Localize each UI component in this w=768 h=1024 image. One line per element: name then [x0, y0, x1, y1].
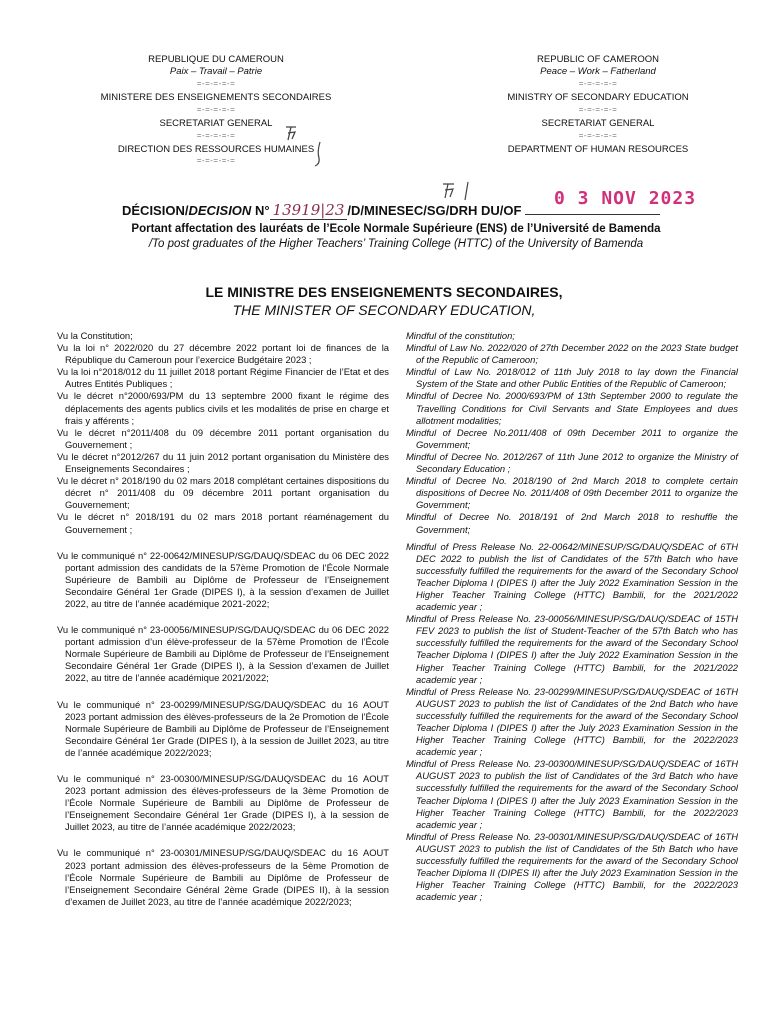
minister-en: THE MINISTER OF SECONDARY EDUCATION, — [232, 301, 536, 318]
motto-en: Peace – Work – Fatherland — [540, 65, 656, 77]
separator: =-=-=-=-= — [578, 104, 618, 114]
visa-en: Mindful of Law No. 2018/012 of 11th July 2018 to lay down the Financial System of the State and other Public Entities of the Republic of Cameroon; — [406, 366, 738, 390]
country-fr: REPUBLIQUE DU CAMEROUN — [148, 54, 284, 65]
visa-en: Mindful of Decree No. 2018/191 of 2nd March 2018 to reshuffle the Government; — [406, 511, 738, 535]
visa-fr: Vu le décret n° 2018/190 du 02 mars 2018 complétant certaines dispositions du décret n° 2011/408 du 09 décembre 2011 portant organisation du Gouvernement; — [57, 475, 389, 511]
visa-fr: Vu la loi n° 2022/020 du 27 décembre 2022 portant loi de finances de la République du Cameroun pour l’exercice Budgétaire 2023 ; — [57, 342, 389, 366]
separator: =-=-=-=-= — [196, 104, 236, 114]
separator: =-=-=-=-= — [196, 130, 236, 140]
minister-fr: LE MINISTRE DES ENSEIGNEMENTS SECONDAIRES, — [205, 284, 563, 300]
ministry-en: MINISTRY OF SECONDARY EDUCATION — [507, 91, 689, 103]
date-stamp: 0 3 NOV 2023 — [554, 188, 697, 209]
header-left — [86, 54, 346, 167]
visa-en: Mindful of Press Release No. 23-00056/MINESUP/SG/DAUQ/SDEAC of 15TH FEV 2023 to publish the list of Student-Teacher of the 57th Batch who has successfully fulfilled the requirements for the award of the Secondary School Teacher Diploma I (DIPES I) after the July 2022 Examination Session in the Higher Teacher Training College (HTTC) Bambili, for the 2021/2022 academic year ; — [406, 613, 738, 685]
visa-fr: Vu la Constitution; — [57, 330, 133, 341]
visa-fr: Vu le décret n°2000/693/PM du 13 septembre 2000 fixant le régime des déplacements des agents publics civils et les modalités de prise en charge et frais y afférents ; — [57, 390, 389, 426]
visa-en: Mindful of Decree No. 2000/693/PM of 13th September 2000 to regulate the Travelling Conditions for Civil Servants and State Employees and dues allotment modalities; — [406, 390, 738, 426]
visa-en: Mindful of Press Release No. 23-00301/MINESUP/SG/DAUQ/SDEAC of 16TH AUGUST 2023 to publish the list of Candidates of the 5th Batch who have successfully fulfilled the requirements for the award of the Secondary School Teacher Diploma II (DIPES II) after the July 2023 Examination Session in the Higher Teacher Training College (HTTC) Bambili, for the 2022/2023 academic year ; — [406, 830, 738, 903]
handwritten-initials-mark — [282, 124, 302, 144]
visa-en: Mindful of Press Release No. 23-00300/MINESUP/SG/DAUQ/SDEAC of 16TH AUGUST 2023 to publish the list of Candidates of the 3rd Batch who have successfully fulfilled the requirements for the award of the Secondary School Teacher Diploma I (DIPES I) after the July 2023 Examination Session in the Higher Teacher Training College (HTTC) Bambili, for the 2022/2023 academic year ; — [406, 758, 738, 830]
department-en: DEPARTMENT OF HUMAN RESOURCES — [507, 143, 689, 155]
separator: =-=-=-=-= — [196, 156, 236, 166]
decision-reference: /D/MINESEC/SG/DRH DU/OF — [347, 203, 522, 218]
header-right — [468, 54, 728, 155]
separator: =-=-=-=-= — [578, 130, 618, 140]
decision-number-prefix: N° — [254, 203, 270, 218]
visa-en: Mindful of Decree No.2011/408 of 09th December 2011 to organize the Government; — [406, 426, 738, 450]
visa-en: Mindful of the constitution; — [406, 330, 515, 341]
visas-en-column — [406, 330, 738, 903]
visa-en: Mindful of Press Release No. 22-00642/MINESUP/SG/DAUQ/SDEAC of 6TH DEC 2022 to publish the list of Candidates of the 57th Batch who have successfully fulfilled the requirements for the award of the Secondary School Teacher Diploma I (DIPES I) after the July 2022 Examination Session in the Higher Teacher Training College (HTTC) Bambili, for the 2021/2022 academic year ; — [406, 540, 738, 613]
visa-fr: Vu le communiqué n° 22-00642/MINESUP/SG/DAUQ/SDEAC du 06 DEC 2022 portant admission des candidats de la 57ème Promotion de l’École Normale Supérieure de Bambili au Diplôme de Professeur de l’Enseignement Secondaire Général 1er Grade (DIPES I), à la session d’examen de Juillet 2022, au titre de l’année académique 2021-2022; — [57, 549, 389, 609]
secretariat-fr: SECRETARIAT GENERAL — [159, 117, 273, 129]
direction-fr: DIRECTION DES RESSOURCES HUMAINES — [117, 143, 315, 155]
visa-fr: Vu le communiqué n° 23-00299/MINESUP/SG/DAUQ/SDEAC du 16 AOUT 2023 portant admission des élèves-professeurs de la 2e Promotion de l’École Normale Supérieure de Bambili au Diplôme de Professeur de l’Enseignement Secondaire Général 1er Grade (DIPES I), à la session de Juillet 2023, au titre de l’année académique 2022/2023; — [57, 698, 389, 758]
decision-label-fr: DÉCISION/ — [122, 203, 189, 218]
visa-en: Mindful of Law No. 2022/020 of 27th December 2022 on the 2023 State budget of the Republic of Cameroon; — [406, 342, 738, 366]
visas-fr-column — [57, 330, 389, 908]
visa-fr: Vu le décret n°2011/408 du 09 décembre 2011 portant organisation du Gouvernement ; — [57, 426, 389, 450]
secretariat-en: SECRETARIAT GENERAL — [541, 117, 655, 129]
visa-fr: Vu le communiqué n° 23-00301/MINESUP/SG/DAUQ/SDEAC du 16 AOUT 2023 portant admission des élèves-professeurs de la 5ème Promotion de l’École Normale Supérieure de Bambili au Diplôme de Professeur de l’Enseignement Secondaire Général 2ème Grade (DIPES II), à la session d’examen de Juillet 2023, au titre de l’année académique 2022/2023; — [57, 847, 389, 907]
country-en: REPUBLIC OF CAMEROON — [537, 54, 659, 65]
visa-en: Mindful of Press Release No. 23-00299/MINESUP/SG/DAUQ/SDEAC of 16TH AUGUST 2023 to publish the list of Candidates of the 2nd Batch who have successfully fulfilled the requirements for the award of the Secondary School Teacher Diploma I (DIPES I) after the July 2023 Examination Session in the Higher Teacher Training College (HTTC) Bambili, for the 2022/2023 academic year ; — [406, 685, 738, 758]
decision-subject — [116, 222, 676, 252]
subject-fr: Portant affectation des lauréats de l’Ecole Normale Supérieure (ENS) de l’Université de Bamenda — [131, 223, 661, 235]
visa-en: Mindful of Decree No. 2018/190 of 2nd March 2018 to complete certain dispositions of Decree No. 2011/408 of 09th December 2011 to organize the Government; — [406, 475, 738, 511]
decision-number: 13919|23 — [270, 201, 348, 220]
ministry-fr: MINISTERE DES ENSEIGNEMENTS SECONDAIRES — [100, 91, 332, 103]
separator: =-=-=-=-= — [578, 78, 618, 88]
decision-label-en: DECISION — [188, 203, 252, 218]
separator: =-=-=-=-= — [196, 78, 236, 88]
visa-fr: Vu le communiqué n° 23-00056/MINESUP/SG/DAUQ/SDEAC du 06 DEC 2022 portant admission d’un élève-professeur de la 57ème Promotion de l’École Normale Supérieure de Bambili au Diplôme de Professeur de l’Enseignement Secondaire Général 1er Grade (DIPES I), à la Session d’examen de Juillet 2022, au titre de l’année académique 2021/2022; — [57, 624, 389, 684]
subject-en: /To post graduates of the Higher Teachers’ Training College (HTTC) of the University of Bamenda — [148, 237, 644, 250]
visa-en: Mindful of Decree No. 2012/267 of 11th June 2012 to organize the Ministry of Secondary Education ; — [406, 450, 738, 475]
visa-fr: Vu le décret n° 2018/191 du 02 mars 2018 portant réaménagement du Gouvernement ; — [57, 511, 389, 535]
visa-fr: Vu la loi n°2018/012 du 11 juillet 2018 portant Régime Financier de l’Etat et des Autres Entités Publiques ; — [57, 366, 389, 390]
visa-fr: Vu le décret n°2012/267 du 11 juin 2012 portant organisation du Ministère des Enseignements Secondaires ; — [57, 450, 389, 475]
visa-fr: Vu le communiqué n° 23-00300/MINESUP/SG/DAUQ/SDEAC du 16 AOUT 2023 portant admission des élèves-professeurs de la 3ème Promotion de l’École Normale Supérieure de Bambili au Diplôme de Professeur de l’Enseignement Secondaire Général 1er Grade (DIPES I), à la session de Juillet 2023, au titre de l’année académique 2022/2023; — [57, 773, 389, 833]
motto-fr: Paix – Travail – Patrie — [169, 65, 263, 77]
handwritten-stroke-mark — [312, 140, 324, 168]
minister-heading — [0, 284, 768, 319]
